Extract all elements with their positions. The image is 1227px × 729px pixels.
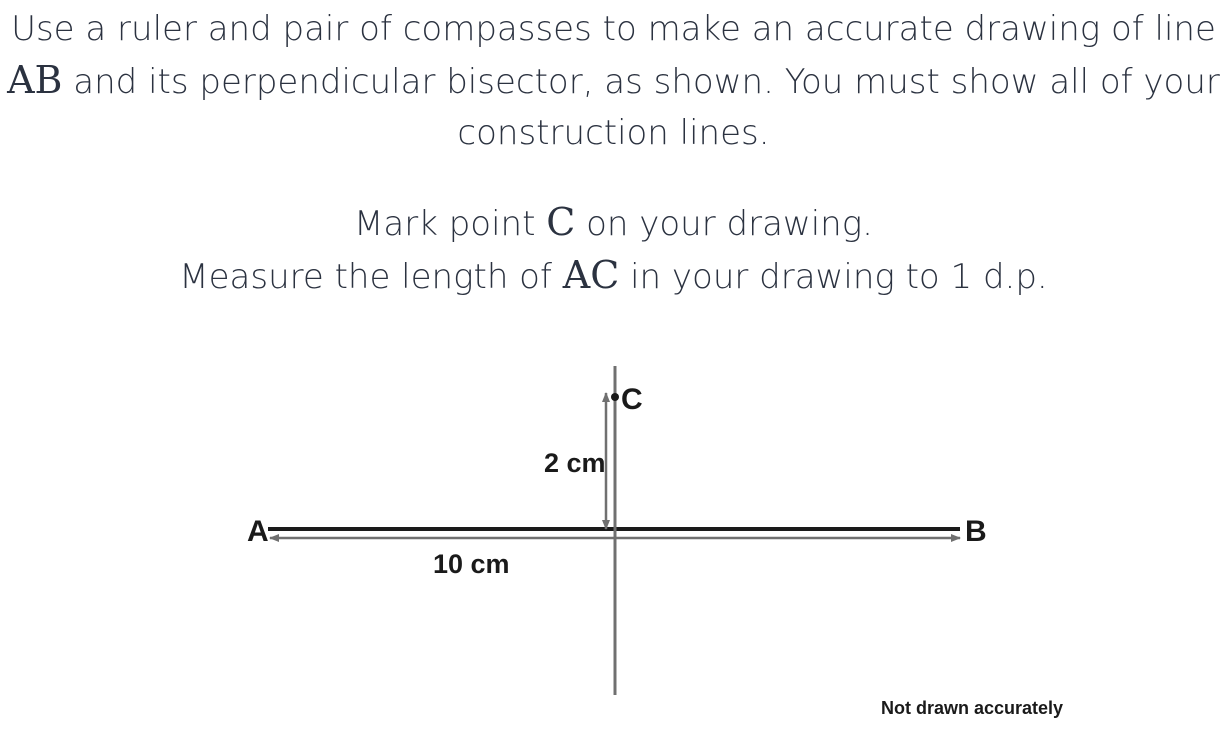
label-length-ab: 10 cm <box>433 549 510 579</box>
label-a: A <box>247 515 269 548</box>
question-line-3-text: construction lines. <box>457 113 770 153</box>
math-c: C <box>546 200 576 244</box>
label-b: B <box>965 515 987 548</box>
math-ab: AB <box>7 58 63 102</box>
question-line-5-post: in your drawing to 1 d.p. <box>619 257 1048 297</box>
question-line-5-pre: Measure the length of <box>179 257 563 297</box>
question-line-1-text: Use a ruler and pair of compasses to make an accurate drawing of line <box>11 9 1216 49</box>
question-line-4-post: on your drawing. <box>575 204 873 244</box>
point-c-dot <box>611 393 619 401</box>
math-ac: AC <box>562 253 620 297</box>
label-length-c: 2 cm <box>544 448 606 478</box>
question-line-2-text: and its perpendicular bisector, as shown. You must show all of your <box>62 62 1220 102</box>
note-not-drawn-accurately: Not drawn accurately <box>881 698 1064 718</box>
label-c: C <box>621 383 643 416</box>
question-line-4-pre: Mark point <box>354 204 547 244</box>
